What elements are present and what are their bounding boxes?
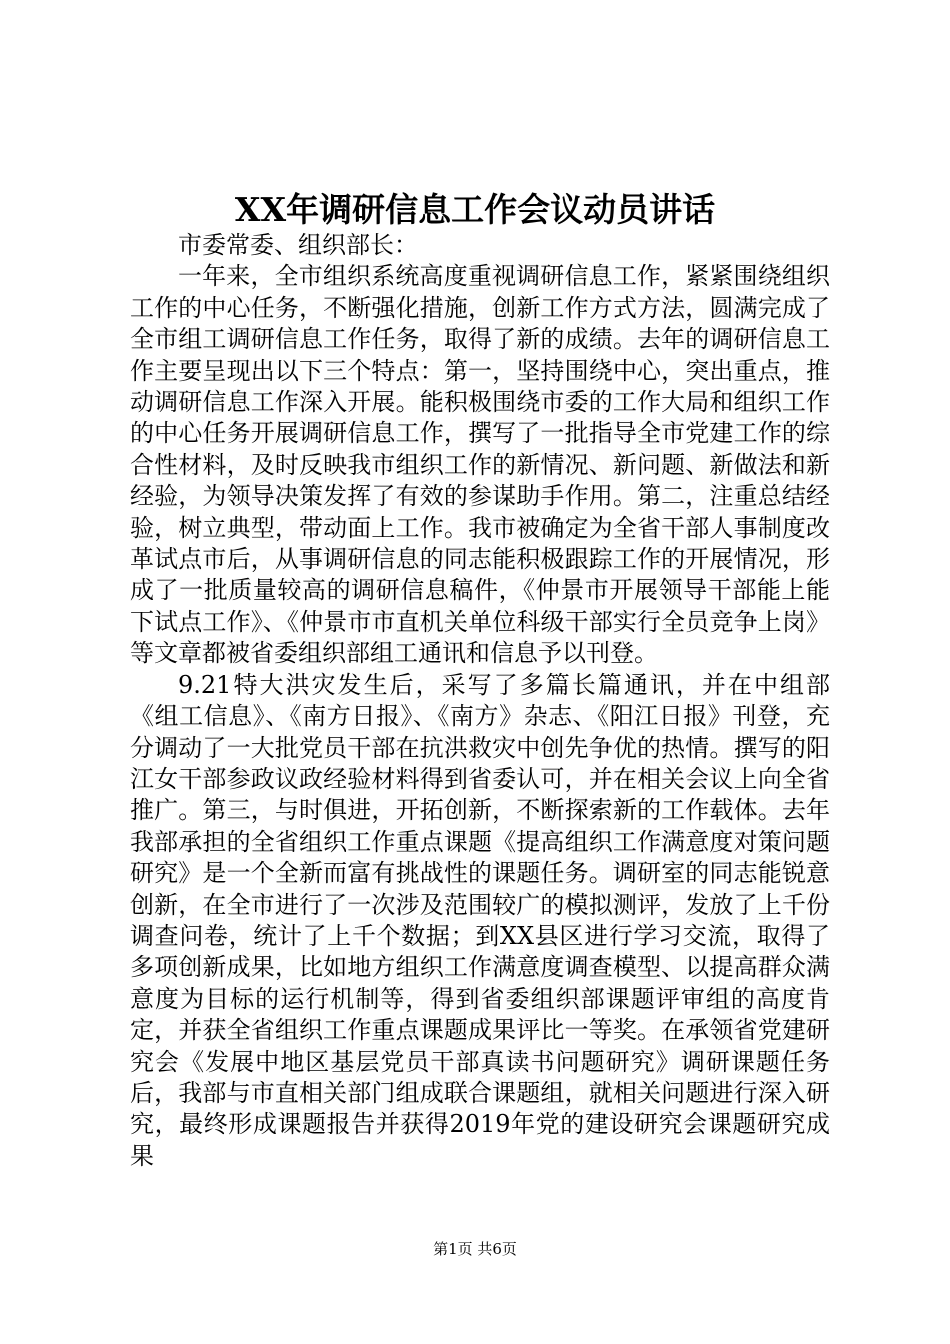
body-paragraph: 9.21特大洪灾发生后，采写了多篇长篇通讯，并在中组部《组工信息》、《南方日报》、《南方》杂志、《阳江日报》刊登，充分调动了一大批党员干部在抗洪救灾中创先争优的热情。撰写的阳江女干部参政议政经验材料得到省委认可，并在相关会议上向全省推广。第三，与时俱进，开拓创新，不断探索新的工作载体。去年我部承担的全省组织工作重点课题《提高组织工作满意度对策问题研究》是一个全新而富有挑战性的课题任务。调研室的同志能锐意创新，在全市进行了一次涉及范围较广的模拟测评，发放了上千份调查问卷，统计了上千个数据；到XX县区进行学习交流，取得了多项创新成果，比如地方组织工作满意度调查模型、以提高群众满意度为目标的运行机制等，得到省委组织部课题评审组的高度肯定，并获全省组织工作重点课题成果评比一等奖。在承领省党建研究会《发展中地区基层党员干部真读书问题研究》调研课题任务后，我部与市直相关部门组成联合课题组，就相关问题进行深入研究，最终形成课题报告并获得2019年党的建设研究会课题研究成果 — [130, 670, 830, 1170]
document-title: XX年调研信息工作会议动员讲话 — [234, 190, 716, 229]
body-paragraph: 一年来，全市组织系统高度重视调研信息工作，紧紧围绕组织工作的中心任务，不断强化措施，创新工作方式方法，圆满完成了全市组工调研信息工作任务，取得了新的成绩。去年的调研信息工作主要呈现出以下三个特点：第一，坚持围绕中心，突出重点，推动调研信息工作深入开展。能积极围绕市委的工作大局和组织工作的中心任务开展调研信息工作，撰写了一批指导全市党建工作的综合性材料，及时反映我市组织工作的新情况、新问题、新做法和新经验，为领导决策发挥了有效的参谋助手作用。第二，注重总结经验，树立典型，带动面上工作。我市被确定为全省干部人事制度改革试点市后，从事调研信息的同志能积极跟踪工作的开展情况，形成了一批质量较高的调研信息稿件，《仲景市开展领导干部能上能下试点工作》、《仲景市市直机关单位科级干部实行全员竞争上岗》等文章都被省委组织部组工通讯和信息予以刊登。 — [130, 262, 830, 668]
page-number-footer: 第1页 共6页 — [433, 1240, 517, 1258]
salutation-paragraph: 市委常委、组织部长： — [178, 231, 418, 259]
document-body — [130, 230, 830, 1172]
